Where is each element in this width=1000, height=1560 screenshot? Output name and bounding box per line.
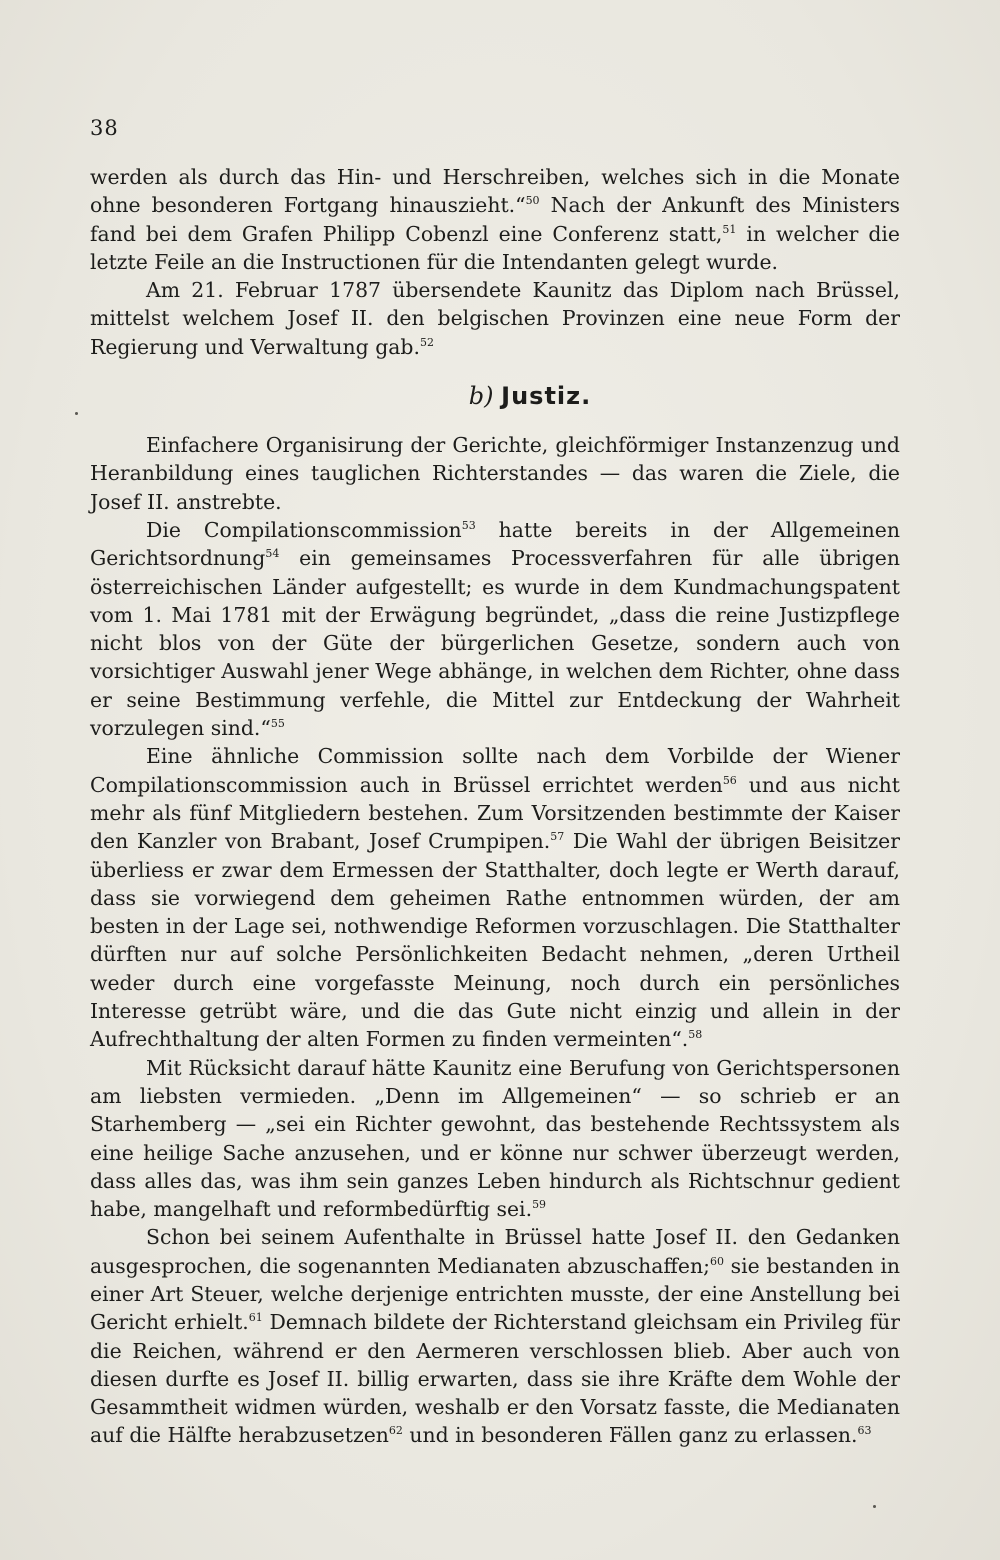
page-number: 38 bbox=[90, 116, 119, 140]
paragraph bbox=[90, 431, 900, 516]
paragraph bbox=[90, 276, 900, 361]
footnote-reference: 52 bbox=[419, 335, 434, 349]
paragraph bbox=[90, 163, 900, 276]
paragraph bbox=[90, 1054, 900, 1224]
paragraph bbox=[90, 516, 900, 742]
footnote-reference: 59 bbox=[532, 1198, 547, 1212]
paragraph-text: Die Compilationscommission bbox=[146, 517, 462, 542]
footnote-reference: 57 bbox=[550, 830, 565, 844]
paragraph-text: hatte bereits in der Allgemeinen Gerichtsordnung bbox=[90, 517, 901, 571]
footnote-reference: 55 bbox=[270, 717, 285, 731]
footnote-reference: 50 bbox=[525, 194, 540, 208]
footnote-reference: 60 bbox=[709, 1254, 724, 1268]
footnote-reference: 63 bbox=[857, 1424, 872, 1438]
paragraph-text: werden als durch das Hin- und Herschreiben, welches sich in die Monate ohne besonderen Fortgang hinauszieht.“ bbox=[90, 165, 900, 218]
paragraph-text: und in besonderen Fällen ganz zu erlassen. bbox=[402, 1423, 858, 1448]
print-speck bbox=[75, 412, 78, 415]
footnote-reference: 53 bbox=[461, 518, 476, 532]
paragraph bbox=[90, 742, 900, 1053]
paragraph-text: in welcher die letzte Feile an die Instructionen für die Intendanten gelegt wurde. bbox=[90, 221, 901, 274]
section-heading-title: Justiz. bbox=[501, 382, 592, 411]
paragraph-text: Schon bei seinem Aufenthalte in Brüssel hatte Josef II. den Gedanken ausgesprochen, die sogenannten Medianaten abzuschaffen; bbox=[90, 1225, 900, 1278]
paragraph-text: Eine ähnliche Commission sollte nach dem Vorbilde der Wiener Compilationscommission auch in Brüssel errichtet werden bbox=[90, 744, 900, 797]
paragraph-text: ein gemeinsames Processverfahren für alle übrigen österreichischen Länder aufgestellt; es wurde in dem Kundmachungspatent vom 1. Mai 1781 mit der Erwägung begründet, „dass die reine Justizpflege nicht blos von der Güte der bürgerlichen Gesetze, sondern auch von vorsichtiger Auswahl jener Wege abhänge, in welchen dem Richter, ohne dass er seine Bestimmung verfehle, die Mittel zur Entdeckung der Wahrheit vorzulegen sind.“ bbox=[90, 546, 900, 741]
paragraph-text: und aus nicht mehr als fünf Mitgliedern bestehen. Zum Vorsitzenden bestimmte der Kaiser den Kanzler von Brabant, Josef Crumpipen. bbox=[90, 772, 900, 854]
body-text bbox=[90, 163, 900, 1450]
paragraph-text: Demnach bildete der Richterstand gleichsam ein Privileg für die Reichen, während er den Aermeren verschlossen blieb. Aber auch von diesen durfte es Josef II. billig erwarten, dass sie ihre Kräfte dem Wohle der Gesammtheit widmen würden, weshalb er den Vorsatz fasste, die Medianaten auf die Hälfte herabzusetzen bbox=[90, 1310, 900, 1448]
section-heading bbox=[90, 381, 900, 411]
footnote-reference: 56 bbox=[722, 773, 737, 787]
footnote-reference: 61 bbox=[248, 1311, 263, 1325]
paragraph bbox=[90, 1223, 900, 1449]
section-heading-letter: b) bbox=[468, 382, 494, 411]
paragraph-text: Am 21. Februar 1787 übersendete Kaunitz das Diplom nach Brüssel, mittelst welchem Josef II. den belgischen Provinzen eine neue Form der Regierung und Verwaltung gab. bbox=[90, 278, 900, 359]
paragraph-text: Die Wahl der übrigen Beisitzer überliess er zwar dem Ermessen der Statthalter, doch legte er Werth darauf, dass sie vorwiegend dem geheimen Rathe entnommen würden, der am besten in der Lage sei, nothwendige Reformen vorzuschlagen. Die Statthalter dürften nur auf solche Persönlichkeiten Bedacht nehmen, „deren Urtheil weder durch eine vorgefasste Meinung, noch durch ein persönliches Interesse getrübt wäre, und die das Gute nicht einzig und allein in der Aufrechthaltung der alten Formen zu finden vermeinten“. bbox=[90, 829, 900, 1052]
paragraph-text: Mit Rücksicht darauf hätte Kaunitz eine Berufung von Gerichtspersonen am liebsten vermieden. „Denn im Allgemeinen“ — so schrieb er an Starhemberg — „sei ein Richter gewohnt, das bestehende Rechtssystem als eine heilige Sache anzusehen, und er könne nur schwer überzeugt werden, dass alles das, was ihm sein ganzes Leben hindurch als Richtschnur gedient habe, mangelhaft und reformbedürftig sei. bbox=[90, 1055, 900, 1222]
footnote-reference: 54 bbox=[265, 547, 280, 561]
footnote-reference: 62 bbox=[388, 1424, 403, 1438]
print-speck bbox=[873, 1505, 876, 1508]
paragraph-text: Einfachere Organisirung der Gerichte, gleichförmiger Instanzenzug und Heranbildung eines tauglichen Richterstandes — das waren die Ziele, die Josef II. anstrebte. bbox=[90, 433, 900, 514]
paragraph-text: sie bestanden in einer Art Steuer, welche derjenige entrichten musste, der eine Anstellung bei Gericht erhielt. bbox=[90, 1253, 900, 1335]
paragraph-text: Nach der Ankunft des Ministers fand bei dem Grafen Philipp Cobenzl eine Conferenz statt, bbox=[90, 193, 900, 246]
footnote-reference: 58 bbox=[688, 1028, 703, 1042]
footnote-reference: 51 bbox=[722, 222, 737, 236]
